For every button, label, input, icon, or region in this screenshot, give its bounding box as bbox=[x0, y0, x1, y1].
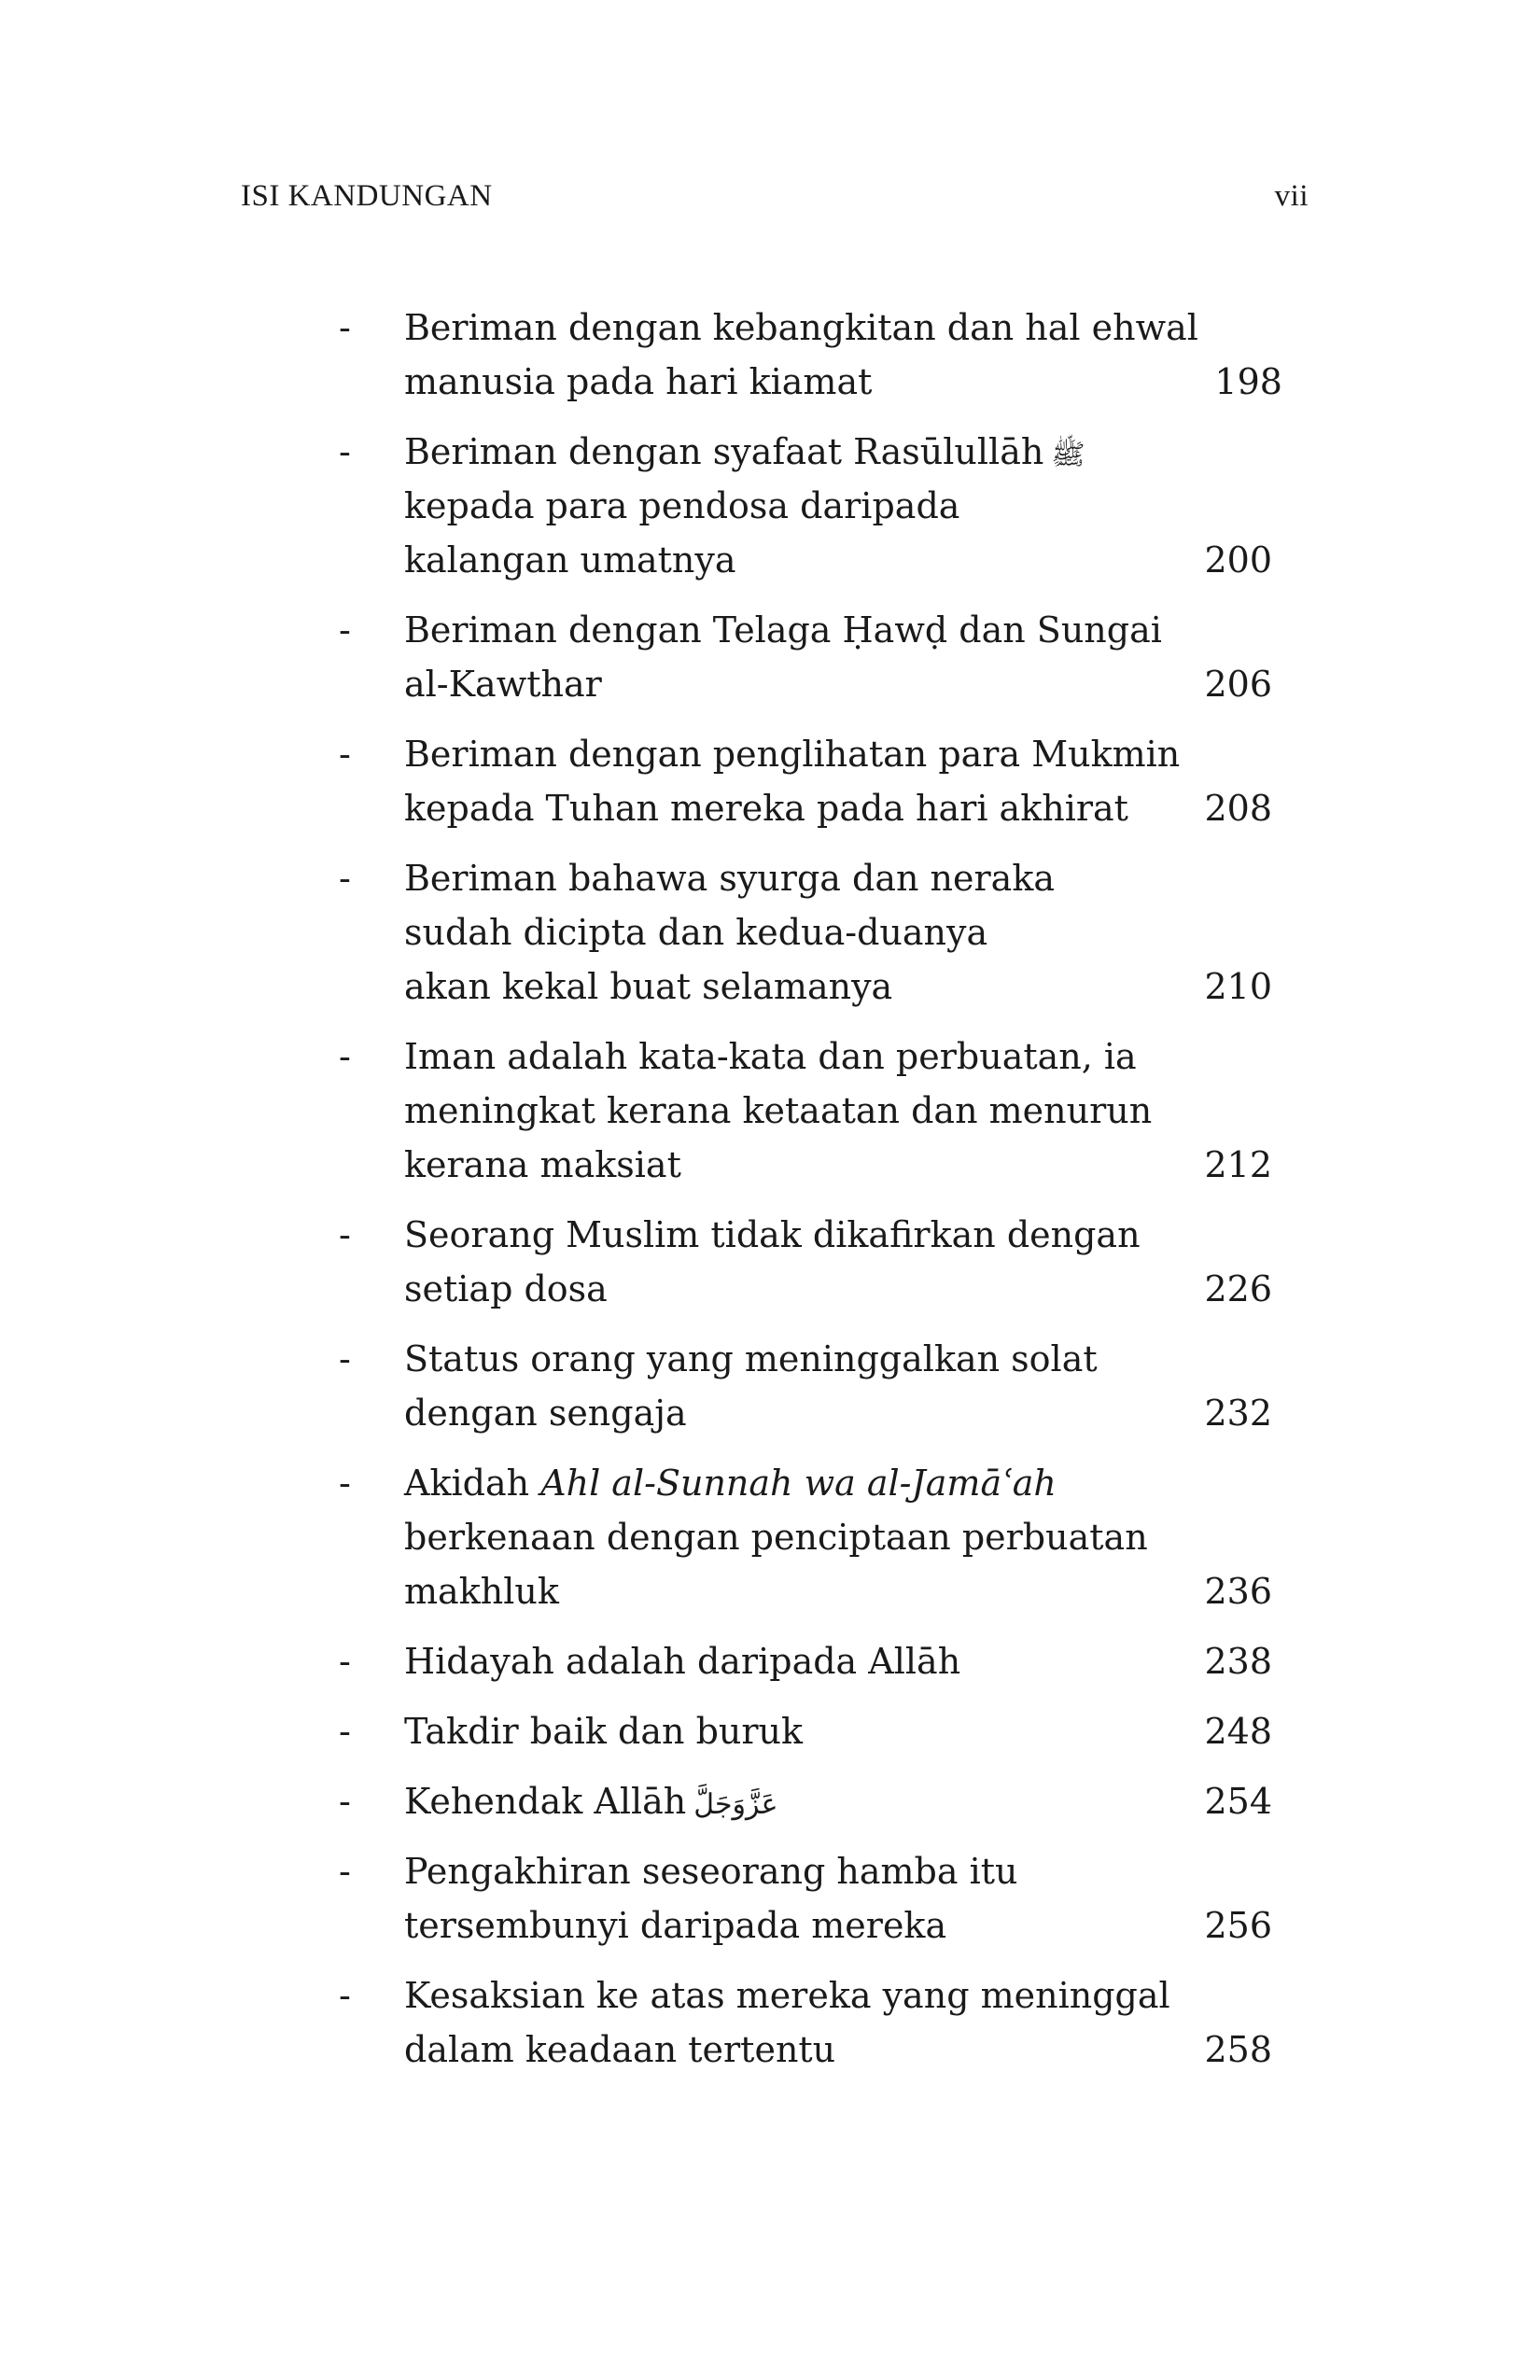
azza-wa-jalla-honorific-icon: عَزَّوَجَلَّ bbox=[693, 1787, 778, 1821]
entry-page-number: 210 bbox=[1204, 966, 1272, 1007]
entry-page-number: 206 bbox=[1204, 664, 1272, 705]
entry-line: meningkat kerana ketaatan dan menurun bbox=[404, 1090, 1153, 1131]
entry-title bbox=[404, 301, 1198, 409]
entry-bullet: - bbox=[339, 1036, 351, 1077]
entry-line: tersembunyi daripada mereka bbox=[404, 1905, 947, 1946]
toc-entry[interactable] bbox=[339, 1332, 1272, 1440]
entry-page-number: 254 bbox=[1204, 1781, 1272, 1822]
entry-bullet: - bbox=[339, 431, 351, 472]
entry-bullet: - bbox=[339, 1641, 351, 1682]
entry-line: Beriman dengan Telaga Ḥawḍ dan Sungai bbox=[404, 609, 1162, 651]
toc-entry[interactable] bbox=[339, 1774, 1272, 1828]
entry-line: Takdir baik dan buruk bbox=[404, 1711, 804, 1752]
entry-line: dalam keadaan tertentu bbox=[404, 2029, 836, 2070]
entry-line: sudah dicipta dan kedua-duanya bbox=[404, 912, 988, 953]
entry-title bbox=[404, 1208, 1188, 1316]
section-title: ISI KANDUNGAN bbox=[241, 179, 493, 213]
entry-title bbox=[404, 1029, 1188, 1192]
toc-entry[interactable] bbox=[339, 727, 1272, 835]
toc-entry[interactable] bbox=[339, 603, 1272, 711]
entry-title bbox=[404, 1844, 1188, 1953]
entry-title bbox=[404, 851, 1188, 1014]
entry-bullet: - bbox=[339, 1338, 351, 1379]
entry-bullet: - bbox=[339, 1463, 351, 1504]
entry-line: kerana maksiat bbox=[404, 1144, 681, 1185]
entry-bullet: - bbox=[339, 609, 351, 651]
entry-line: Status orang yang meninggalkan solat bbox=[404, 1338, 1098, 1379]
entry-line bbox=[404, 425, 1188, 479]
toc-entry[interactable] bbox=[339, 425, 1272, 587]
entry-line: al-Kawthar bbox=[404, 664, 602, 705]
entry-title bbox=[404, 1456, 1188, 1618]
entry-title bbox=[404, 1634, 1188, 1688]
entry-page-number: 238 bbox=[1204, 1641, 1272, 1682]
italic-term: Ahl al-Sunnah wa al-Jamāʿah bbox=[540, 1463, 1057, 1504]
entry-bullet: - bbox=[339, 1975, 351, 2016]
entry-line: Beriman dengan penglihatan para Mukmin bbox=[404, 734, 1181, 775]
entry-bullet: - bbox=[339, 734, 351, 775]
running-head bbox=[241, 179, 1309, 226]
entry-bullet: - bbox=[339, 1781, 351, 1822]
entry-line-text: Akidah bbox=[404, 1463, 541, 1504]
entry-page-number: 208 bbox=[1204, 788, 1272, 829]
entry-line: Iman adalah kata-kata dan perbuatan, ia bbox=[404, 1036, 1137, 1077]
entry-bullet: - bbox=[339, 1851, 351, 1892]
entry-title bbox=[404, 727, 1188, 835]
entry-title bbox=[404, 1774, 1188, 1828]
entry-page-number: 212 bbox=[1204, 1144, 1272, 1185]
entry-line: kepada Tuhan mereka pada hari akhirat bbox=[404, 788, 1128, 829]
entry-page-number: 258 bbox=[1204, 2029, 1272, 2070]
entry-line-text: Kehendak Allāh bbox=[404, 1781, 687, 1822]
entry-page-number: 256 bbox=[1204, 1905, 1272, 1946]
entry-line: Hidayah adalah daripada Allāh bbox=[404, 1641, 961, 1682]
entry-page-number: 248 bbox=[1204, 1711, 1272, 1752]
entry-line: setiap dosa bbox=[404, 1268, 608, 1309]
entry-title bbox=[404, 1332, 1188, 1440]
entry-bullet: - bbox=[339, 858, 351, 899]
entry-line: Beriman dengan kebangkitan dan hal ehwal bbox=[404, 307, 1198, 348]
toc-entry[interactable] bbox=[339, 1029, 1272, 1192]
entry-bullet: - bbox=[339, 1711, 351, 1752]
entry-line: Beriman bahawa syurga dan neraka bbox=[404, 858, 1056, 899]
entry-page-number: 232 bbox=[1204, 1393, 1272, 1434]
entry-line: berkenaan dengan penciptaan perbuatan bbox=[404, 1517, 1148, 1558]
toc-entry[interactable] bbox=[339, 851, 1272, 1014]
entry-line: makhluk bbox=[404, 1571, 559, 1612]
entry-line: kalangan umatnya bbox=[404, 539, 736, 581]
entry-page-number: 226 bbox=[1204, 1268, 1272, 1309]
entry-line-text: Beriman dengan syafaat Rasūlullāh bbox=[404, 431, 1044, 472]
entry-page-number: 198 bbox=[1214, 361, 1282, 402]
entry-page-number: 200 bbox=[1204, 539, 1272, 581]
page-number: vii bbox=[1274, 179, 1309, 213]
entry-title bbox=[404, 1704, 1188, 1758]
entry-line: Kesaksian ke atas mereka yang meninggal bbox=[404, 1975, 1170, 2016]
entry-title bbox=[404, 425, 1188, 587]
toc-entry[interactable] bbox=[339, 301, 1282, 409]
toc-entry[interactable] bbox=[339, 1704, 1272, 1758]
entry-title bbox=[404, 603, 1188, 711]
entry-bullet: - bbox=[339, 307, 351, 348]
entry-bullet: - bbox=[339, 1214, 351, 1255]
entry-line: Pengakhiran seseorang hamba itu bbox=[404, 1851, 1018, 1892]
entry-page-number: 236 bbox=[1204, 1571, 1272, 1612]
entry-line bbox=[404, 1456, 1188, 1510]
toc-entry[interactable] bbox=[339, 1634, 1272, 1688]
toc-entry[interactable] bbox=[339, 1968, 1272, 2077]
entry-line bbox=[404, 1774, 1188, 1828]
entry-line: kepada para pendosa daripada bbox=[404, 485, 960, 526]
toc-entry[interactable] bbox=[339, 1456, 1272, 1618]
salawat-honorific-icon: ﷺ bbox=[1051, 438, 1085, 471]
entry-line: Seorang Muslim tidak dikafirkan dengan bbox=[404, 1214, 1141, 1255]
table-of-contents bbox=[339, 301, 1282, 2093]
entry-line: dengan sengaja bbox=[404, 1393, 687, 1434]
entry-line: akan kekal buat selamanya bbox=[404, 966, 893, 1007]
toc-entry[interactable] bbox=[339, 1844, 1272, 1953]
entry-title bbox=[404, 1968, 1188, 2077]
toc-entry[interactable] bbox=[339, 1208, 1272, 1316]
entry-line: manusia pada hari kiamat bbox=[404, 361, 873, 402]
